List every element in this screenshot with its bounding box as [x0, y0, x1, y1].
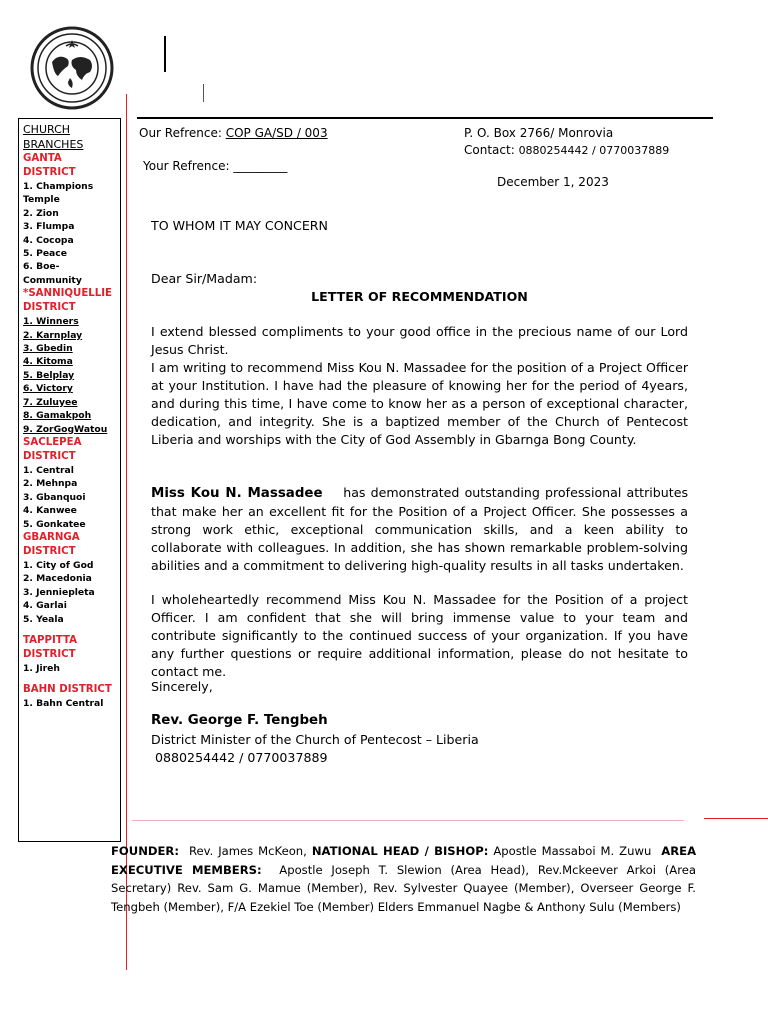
sidebar-header: CHURCH BRANCHES — [23, 123, 84, 151]
letter-date: December 1, 2023 — [497, 175, 609, 189]
district-gap — [23, 675, 116, 683]
branch-item: 1. Champions Temple — [23, 181, 94, 206]
paragraph-2-text: has demonstrated outstanding professional attributes that make her an excellent fit for the Position of a Project Officer. She possesses a strong work ethic, exceptional communication skills, and a keen ability to collaborate with colleagues. In addition, she has shown remarkable problem-solving abilities and a commitment to delivering high-quality results in all tasks undertaken. — [151, 485, 689, 573]
branch-item: 5. Peace — [23, 248, 67, 260]
header-divider-vertical-small — [203, 84, 204, 102]
branch-item: 4. Kanwee — [23, 505, 77, 517]
area-executive-label: AREA EXECUTIVE MEMBERS: — [111, 844, 697, 877]
branch-item: 4. Garlai — [23, 600, 67, 612]
letter-title: LETTER OF RECOMMENDATION — [311, 289, 528, 304]
district-name: GANTA DISTRICT — [23, 153, 76, 178]
branch-item: 7. Zuluyee — [23, 396, 78, 408]
your-reference: Your Refrence: _________ — [143, 159, 288, 173]
paragraph-1-line-1: I extend blessed compliments to your good office in the precious name of our Lord Jesus Christ. — [151, 324, 688, 357]
branch-item: 2. Zion — [23, 207, 59, 219]
area-executive-value: Apostle Joseph T. Slewion (Area Head), Rev.Mckeever Arkoi (Area Secretary) Rev. Sam G. Mamue (Member), Rev. Sylvester Quayee (Member), Overseer George F. Tengbeh (Member), F/A Ezekiel Toe (Member) Elders Emmanuel Nagbe & Anthony Sulu (Members) — [111, 862, 696, 914]
branch-item: 8. Gamakpoh — [23, 410, 92, 422]
signer-phone: 0880254442 / 0770037889 — [155, 750, 328, 765]
paragraph-2 — [151, 484, 688, 575]
district-name: BAHN DISTRICT — [23, 684, 112, 696]
branch-item: 9. ZorGogWatou — [23, 423, 108, 435]
national-head-label: NATIONAL HEAD / BISHOP: — [311, 844, 489, 858]
church-logo-seal — [30, 26, 114, 110]
founder-value: Rev. James McKeon, — [188, 844, 307, 858]
po-box: P. O. Box 2766/ Monrovia — [464, 126, 614, 140]
branch-item: 5. Yeala — [23, 613, 64, 625]
paragraph-3: I wholeheartedly recommend Miss Kou N. Massadee for the Position of a project Officer. I am confident that she will bring immense value to your team and contribute significantly to the continued success of your organization. If you have any further questions or require additional information, please do not hesitate to contact me. — [151, 592, 688, 679]
header-divider-vertical — [164, 36, 166, 72]
branch-item: 2. Macedonia — [23, 573, 92, 585]
branch-item: 4. Kitoma — [23, 356, 73, 368]
signer-name: Rev. George F. Tengbeh — [151, 713, 328, 728]
footer-rule-red-right — [704, 818, 768, 819]
district-name: *SANNIQUELLIE DISTRICT — [23, 288, 113, 314]
branch-item: 6. Boe-Community — [23, 261, 82, 286]
our-reference-value: COP GA/SD / 003 — [225, 126, 328, 140]
district-name: SACLEPEA DISTRICT — [23, 436, 82, 462]
branch-item: 5. Belplay — [23, 369, 75, 381]
branch-item: 1. Central — [23, 464, 74, 476]
branch-item: 2. Karnplay — [23, 329, 83, 341]
district-name: GBARNGA DISTRICT — [23, 531, 80, 557]
branch-item: 3. Flumpa — [23, 221, 75, 233]
contact — [464, 142, 669, 159]
branch-item: 3. Gbanquoi — [23, 491, 86, 503]
closing: Sincerely, — [151, 679, 213, 694]
salutation: Dear Sir/Madam: — [151, 271, 258, 286]
branch-item: 3. Gbedin — [23, 343, 73, 355]
branch-item: 4. Cocopa — [23, 234, 74, 246]
candidate-name: Miss Kou N. Massadee — [151, 486, 323, 501]
branch-item: 5. Gonkatee — [23, 518, 86, 530]
branch-item: 6. Victory — [23, 383, 73, 395]
branch-item: 1. Winners — [23, 316, 79, 328]
contact-label: Contact: — [464, 143, 515, 157]
footer-rule-red — [132, 820, 684, 821]
branch-item: 2. Mehnpa — [23, 478, 78, 490]
church-branches-sidebar — [18, 118, 121, 842]
footer-leadership — [111, 842, 696, 916]
signer-title: District Minister of the Church of Pentecost – Liberia — [151, 732, 479, 747]
founder-label: FOUNDER: — [111, 844, 180, 858]
branch-item: 3. Jenniepleta — [23, 586, 95, 598]
paragraph-1 — [151, 323, 688, 449]
branch-item: 1. City of God — [23, 559, 94, 571]
district-name: TAPPITTA DISTRICT — [23, 634, 77, 660]
district-gap — [23, 626, 116, 634]
national-head-value: Apostle Massaboi M. Zuwu — [493, 844, 652, 858]
district-list — [23, 152, 116, 711]
branch-item: 1. Jireh — [23, 662, 60, 674]
recipient-line: TO WHOM IT MAY CONCERN — [151, 218, 328, 233]
our-reference-label: Our Refrence: — [139, 126, 222, 140]
margin-line-red — [126, 94, 127, 970]
paragraph-1-line-2: I am writing to recommend Miss Kou N. Massadee for the position of a Project Officer at your Institution. I have had the pleasure of knowing her for the period of 4years, and during this time, I have come to know her as a person of exceptional character, dedication, and integrity. She is a baptized member of the Church of Pentecost Liberia and worships with the City of God Assembly in Gbarnga Bong County. — [151, 360, 688, 447]
contact-value: 0880254442 / 0770037889 — [518, 144, 670, 157]
branch-item: 1. Bahn Central — [23, 698, 104, 710]
our-reference — [139, 125, 328, 141]
header-rule — [137, 117, 713, 119]
